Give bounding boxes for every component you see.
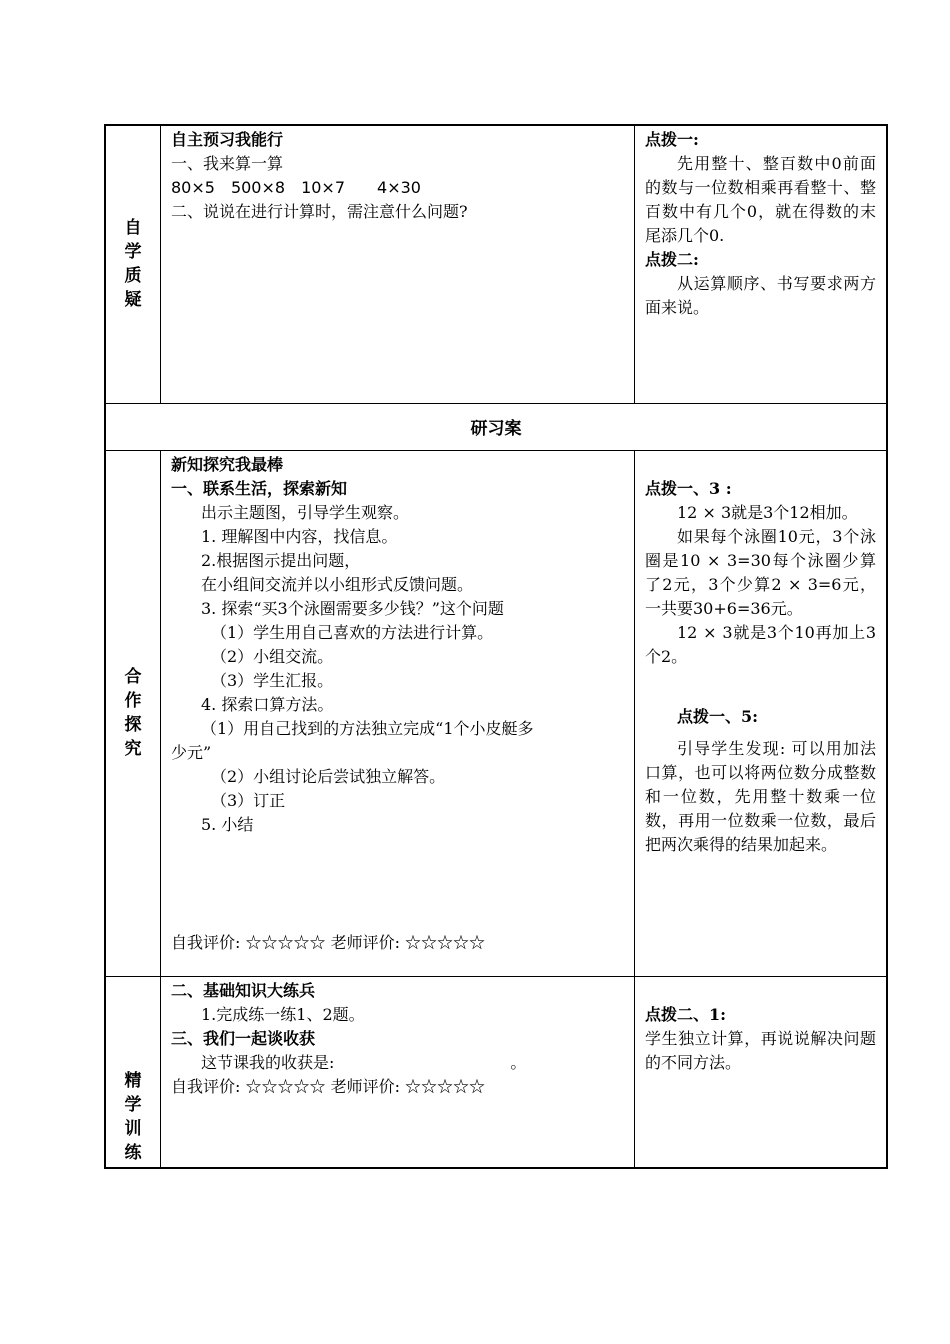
cooperate-label-cell: [105, 450, 161, 976]
practice-tip-title: 点拨二、1:: [645, 1004, 727, 1024]
step-line: （2）小组讨论后尝试独立解答。: [211, 766, 446, 786]
tip1-text: 先用整十、整百数中0前面的数与一位数相乘再看整十、整百数中有几个0，就在得数的末尾添几个0.: [645, 154, 876, 245]
self-study-tip-cell: [635, 125, 888, 403]
tip-b-text: 引导学生发现: 可以用加法口算，也可以将两位数分成整数和一位数，先用整十数乘一位数，再用一位数乘一位数，最后把两次乘得的结果加起来。: [645, 738, 876, 854]
step-line: 1. 理解图中内容，找信息。: [201, 526, 398, 546]
calc-expressions: 80×5 500×8 10×7 4×30: [171, 178, 421, 197]
tip-a-p3: 12 × 3就是3个10再加上3个2。: [645, 622, 876, 666]
step-line: （3）订正: [211, 790, 286, 810]
step-line: 在小组间交流并以小组形式反馈问题。: [201, 574, 474, 594]
section-row: [105, 403, 887, 450]
self-study-title: 自主预习我能行: [171, 130, 284, 149]
step-line: 5. 小结: [201, 814, 254, 834]
practice-subtitle-3: 三、我们一起谈收获: [171, 1028, 316, 1048]
cooperate-label: 合作探究: [124, 667, 142, 759]
self-study-label: 自学质疑: [124, 218, 142, 311]
step-line: 3. 探索“买3个泳圈需要多少钱？”这个问题: [201, 598, 504, 618]
step-line: 出示主题图，引导学生观察。: [201, 502, 410, 522]
step-line: 少元”: [171, 742, 212, 762]
section-title: 研习案: [105, 403, 887, 450]
cooperate-content-cell: [161, 450, 635, 976]
step-line: （1）用自己找到的方法独立完成“1个小皮艇多: [201, 718, 534, 738]
practice-tip-text: 学生独立计算，再说说解决问题的不同方法。: [645, 1028, 876, 1072]
tip2-title: 点拨二:: [645, 250, 699, 269]
step-line: 4. 探索口算方法。: [201, 694, 334, 714]
tip-b-title: 点拨一、5:: [677, 706, 759, 726]
cooperate-evaluation: 自我评价: ☆☆☆☆☆ 老师评价: ☆☆☆☆☆: [171, 932, 486, 952]
practice-label: 精学训练: [124, 1071, 142, 1163]
practice-content-cell: [161, 976, 635, 1168]
step-line: （2）小组交流。: [211, 646, 334, 666]
tip1-title: 点拨一:: [645, 130, 699, 149]
practice-evaluation: 自我评价: ☆☆☆☆☆ 老师评价: ☆☆☆☆☆: [171, 1076, 486, 1096]
self-study-label-cell: [105, 125, 161, 403]
lesson-plan-table: [104, 124, 888, 1169]
tip2-text: 从运算顺序、书写要求两方面来说。: [645, 274, 876, 317]
tip-a-p2: 如果每个泳圈10元，3个泳圈是10 × 3=30每个泳圈少算了2元，3个少算2 × 3=6元，一共要30+6=36元。: [645, 526, 876, 618]
practice-row: [105, 976, 887, 1168]
step-line: （3）学生汇报。: [211, 670, 334, 690]
practice-tip-cell: [635, 976, 888, 1168]
practice-line-2: 这节课我的收获是: 。: [201, 1052, 527, 1072]
self-study-row: [105, 125, 887, 403]
tip-a-p1: 12 × 3就是3个12相加。: [677, 502, 858, 522]
attention-question: 二、说说在进行计算时，需注意什么问题?: [171, 202, 468, 221]
cooperate-row: [105, 450, 887, 976]
practice-line-1: 1.完成练一练1、2题。: [201, 1004, 365, 1024]
cooperate-tip-cell: [635, 450, 888, 976]
practice-label-cell: [105, 976, 161, 1168]
cooperate-subtitle: 一、联系生活，探索新知: [171, 478, 348, 498]
tip-a-title: 点拨一、3 :: [645, 478, 732, 498]
step-line: （1）学生用自己喜欢的方法进行计算。: [211, 622, 494, 642]
self-study-content-cell: [161, 125, 635, 403]
step-line: 2.根据图示提出问题，: [201, 550, 361, 570]
calc-question: 一、我来算一算: [171, 154, 284, 173]
practice-subtitle-2: 二、基础知识大练兵: [171, 980, 316, 1000]
cooperate-title: 新知探究我最棒: [171, 454, 284, 474]
